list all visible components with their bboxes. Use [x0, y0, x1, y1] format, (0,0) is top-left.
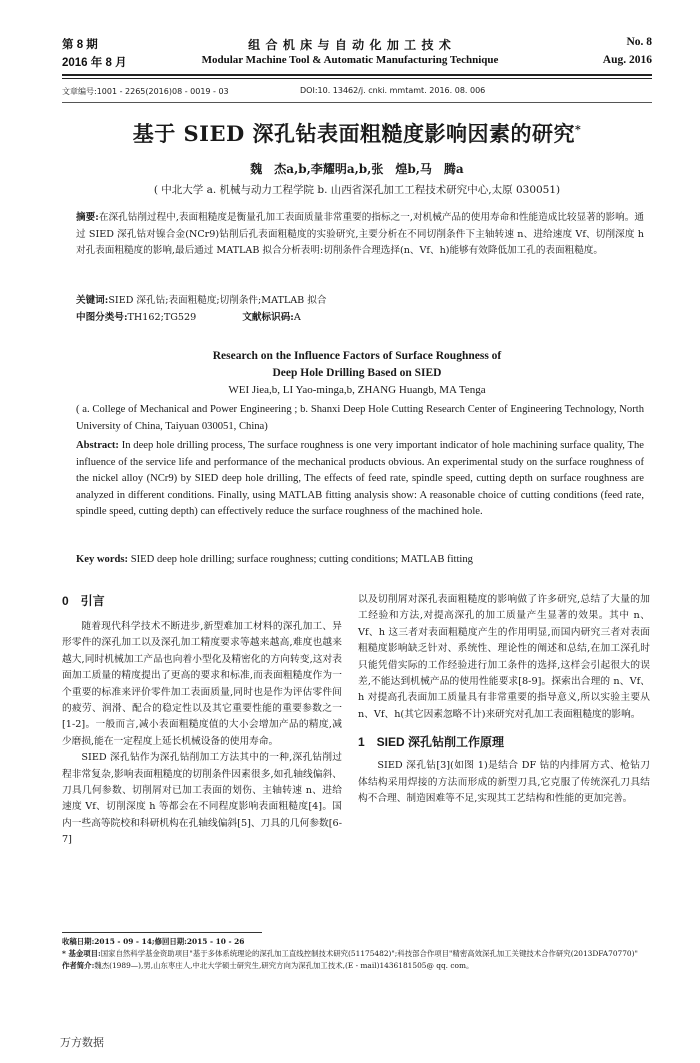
section-1-heading: 1 SIED 深孔钻削工作原理 — [358, 735, 505, 750]
paper-title-en-line2: Deep Hole Drilling Based on SIED — [272, 367, 442, 379]
author-bio-label: 作者简介: — [62, 960, 95, 970]
right-column — [358, 592, 650, 807]
fund-text: 国家自然科学基金资助项目"基于多体系统理论的深孔加工直线控制技术研究(51175482)";科技部合作项目"精密高效深孔加工关键技术合作研究(2013DFA70770)" — [100, 948, 638, 958]
header-rule-thick — [62, 74, 652, 76]
issue-number-cn: 第 8 期 — [62, 39, 98, 51]
footnotes — [62, 936, 652, 971]
article-number: 文章编号:1001 - 2265(2016)08 - 0019 - 03 — [62, 87, 229, 96]
section-0-paragraph-1: 随着现代科学技术不断进步,新型难加工材料的深孔加工、异形零件的深孔加工以及深孔加工精度要求等越来越高,难度也越来越大,同时机械加工产品也向着小型化及精密化的方向转变,这对表面加工质量的精度提出了更高的要求和标准,而表面粗糙度作为一个重要的标准来评价零件加工表面质量,同时也是作为评估零件间的疲劳、润滑、配合的稳定性以及其它重要性能的重要参数之一[1-2]。一般而言,减小表面粗糙度值的大小会增加产品的精度,减少磨损,能在一定程度上延长机械设备的使用寿命。 — [62, 621, 342, 747]
keywords-en-label: Key words: — [76, 554, 129, 565]
section-0-paragraph-2: SIED 深孔钻作为深孔钻削加工方法其中的一种,深孔钻削过程非常复杂,影响表面粗糙度的切削条件因素很多,如孔轴线偏斜、刀具几何参数、切削屑对已加工表面的划伤、主轴转速 n、进给速度 Vf、切削深度 h 等都会在不同程度影响表面粗糙度[4]。国内一些高等院校和科研机构在孔轴线偏斜[5]、刀具的几何参数[6-7] — [62, 752, 342, 846]
fund-note — [62, 948, 652, 960]
doi: DOI:10. 13462/j. cnki. mmtamt. 2016. 08. 006 — [300, 86, 486, 95]
affiliation-en: ( a. College of Mechanical and Power Engineering ; b. Shanxi Deep Hole Cutting Research Center of Engineering Technology, North University of China, Taiyuan 030051, China) — [76, 404, 644, 432]
received-date: 收稿日期:2015 - 09 - 14;修回日期:2015 - 10 - 26 — [62, 937, 245, 946]
left-column — [62, 592, 342, 849]
section-1-paragraph-1: SIED 深孔钻[3](如图 1)是结合 DF 钻的内排屑方式、枪钻刀体结构采用焊接的方法而形成的新型刀具,它克服了传统深孔刀具结构不合理、制造困难等不足,实现其工艺结构和性能的更加完善。 — [358, 760, 650, 805]
issue-number-en: No. 8 — [626, 36, 652, 48]
paper-title-en-line1: Research on the Influence Factors of Surface Roughness of — [212, 350, 502, 362]
section-0-heading: 0 引言 — [62, 594, 105, 608]
authors-cn: 魏 杰a,b,李耀明a,b,张 煌b,马 腾a — [250, 162, 464, 176]
author-bio-text: 魏杰(1989—),男,山东枣庄人,中北大学硕士研究生,研究方向为深孔加工技术,(E - mail)1436181505@ qq. com。 — [94, 960, 474, 970]
author-bio — [62, 960, 652, 972]
journal-name-cn: 组 合 机 床 与 自 动 化 加 工 技 术 — [248, 38, 452, 52]
fund-label: * 基金项目: — [62, 948, 101, 958]
paper-title-cn — [62, 118, 652, 148]
classification — [76, 310, 644, 327]
title-footnote-mark: * — [575, 123, 582, 136]
journal-name-en: Modular Machine Tool & Automatic Manufacturing Technique — [201, 54, 499, 66]
paper-title-cn-text: 基于 SIED 深孔钻表面粗糙度影响因素的研究 — [132, 121, 576, 146]
doc-code-label: 文献标识码: — [242, 312, 294, 323]
header-rule-thin — [62, 78, 652, 79]
abstract-cn — [76, 210, 644, 260]
keywords-cn — [76, 293, 644, 310]
abstract-cn-label: 摘要: — [76, 212, 99, 223]
keywords-en — [76, 552, 644, 569]
clc-label: 中图分类号: — [76, 312, 128, 323]
abstract-en-text: In deep hole drilling process, The surface roughness is one very important indicator of hole machining surface quality, The influence of the service life and performance of the mechanical products obvious. An experimental study on the surface roughness of the nickel alloy (NCr9) by SIED deep hole drilling, The effects of feed rate, spindle speed, cutting depth on surface roughness are analyzed in different conditions. Finally, using MATLAB fitting analysis show: A reasonable choice of cutting conditions (feed rate, spindle speed, cutting depth) can effectively reduce the surface roughness of the machined hole. — [76, 440, 644, 517]
clc-value: TH162;TG529 — [127, 312, 197, 323]
abstract-en-label: Abstract: — [76, 440, 119, 451]
meta-rule — [62, 102, 652, 103]
authors-en: WEI Jiea,b, LI Yao-minga,b, ZHANG Huangb, MA Tenga — [228, 384, 486, 396]
issue-date-en: Aug. 2016 — [602, 54, 652, 66]
watermark-wanfang: 万方数据 — [60, 1036, 104, 1049]
affiliation-cn: ( 中北大学 a. 机械与动力工程学院 b. 山西省深孔加工工程技术研究中心,太原 030051) — [153, 184, 561, 196]
keywords-cn-label: 关键词: — [76, 295, 109, 306]
abstract-en — [76, 438, 644, 521]
keywords-en-text: SIED deep hole drilling; surface roughness; cutting conditions; MATLAB fitting — [130, 554, 473, 565]
keywords-cn-text: SIED 深孔钻;表面粗糙度;切削条件;MATLAB 拟合 — [108, 295, 327, 306]
paper-title-en — [62, 348, 652, 382]
issue-date-cn: 2016 年 8 月 — [62, 57, 127, 69]
doc-code-value: A — [293, 312, 301, 323]
footnote-rule — [62, 932, 262, 933]
section-0-paragraph-3: 以及切削屑对深孔表面粗糙度的影响做了许多研究,总结了大量的加工经验和方法,对提高深孔的加工质量产生显著的效果。其中 n、Vf、h 这三者对表面粗糙度产生的作用明显,而国内研究三者对表面粗糙度影响缺乏针对、系统性、理论性的阐述和总结,在加工深孔时只能凭借实际的工作经验进行加工条件的选择,这样会引起很大的误差,不能达到机械产品的使用性能要求[8-9]。探索出合理的 n、Vf、h 对提高孔表面加工质量具有非常重要的指导意义,所以实验主要从 n、Vf、h(其它因素忽略不计)来研究对孔加工表面粗糙度的影响。 — [358, 594, 650, 720]
abstract-cn-text: 在深孔钻削过程中,表面粗糙度是衡量孔加工表面质量非常重要的指标之一,对机械产品的使用寿命和性能造成比较显著的影响。通过 SIED 深孔钻对镍合金(NCr9)钻削后孔表面粗糙度的实验研究,主要分析在不同切削条件下主轴转速 n、进给速度 Vf、切削深度 h 对孔表面粗糙度的影响,最后通过 MATLAB 拟合分析表明:切削条件合理选择(n、Vf、h)能够有效降低加工孔的表面粗糙度。 — [76, 212, 644, 256]
